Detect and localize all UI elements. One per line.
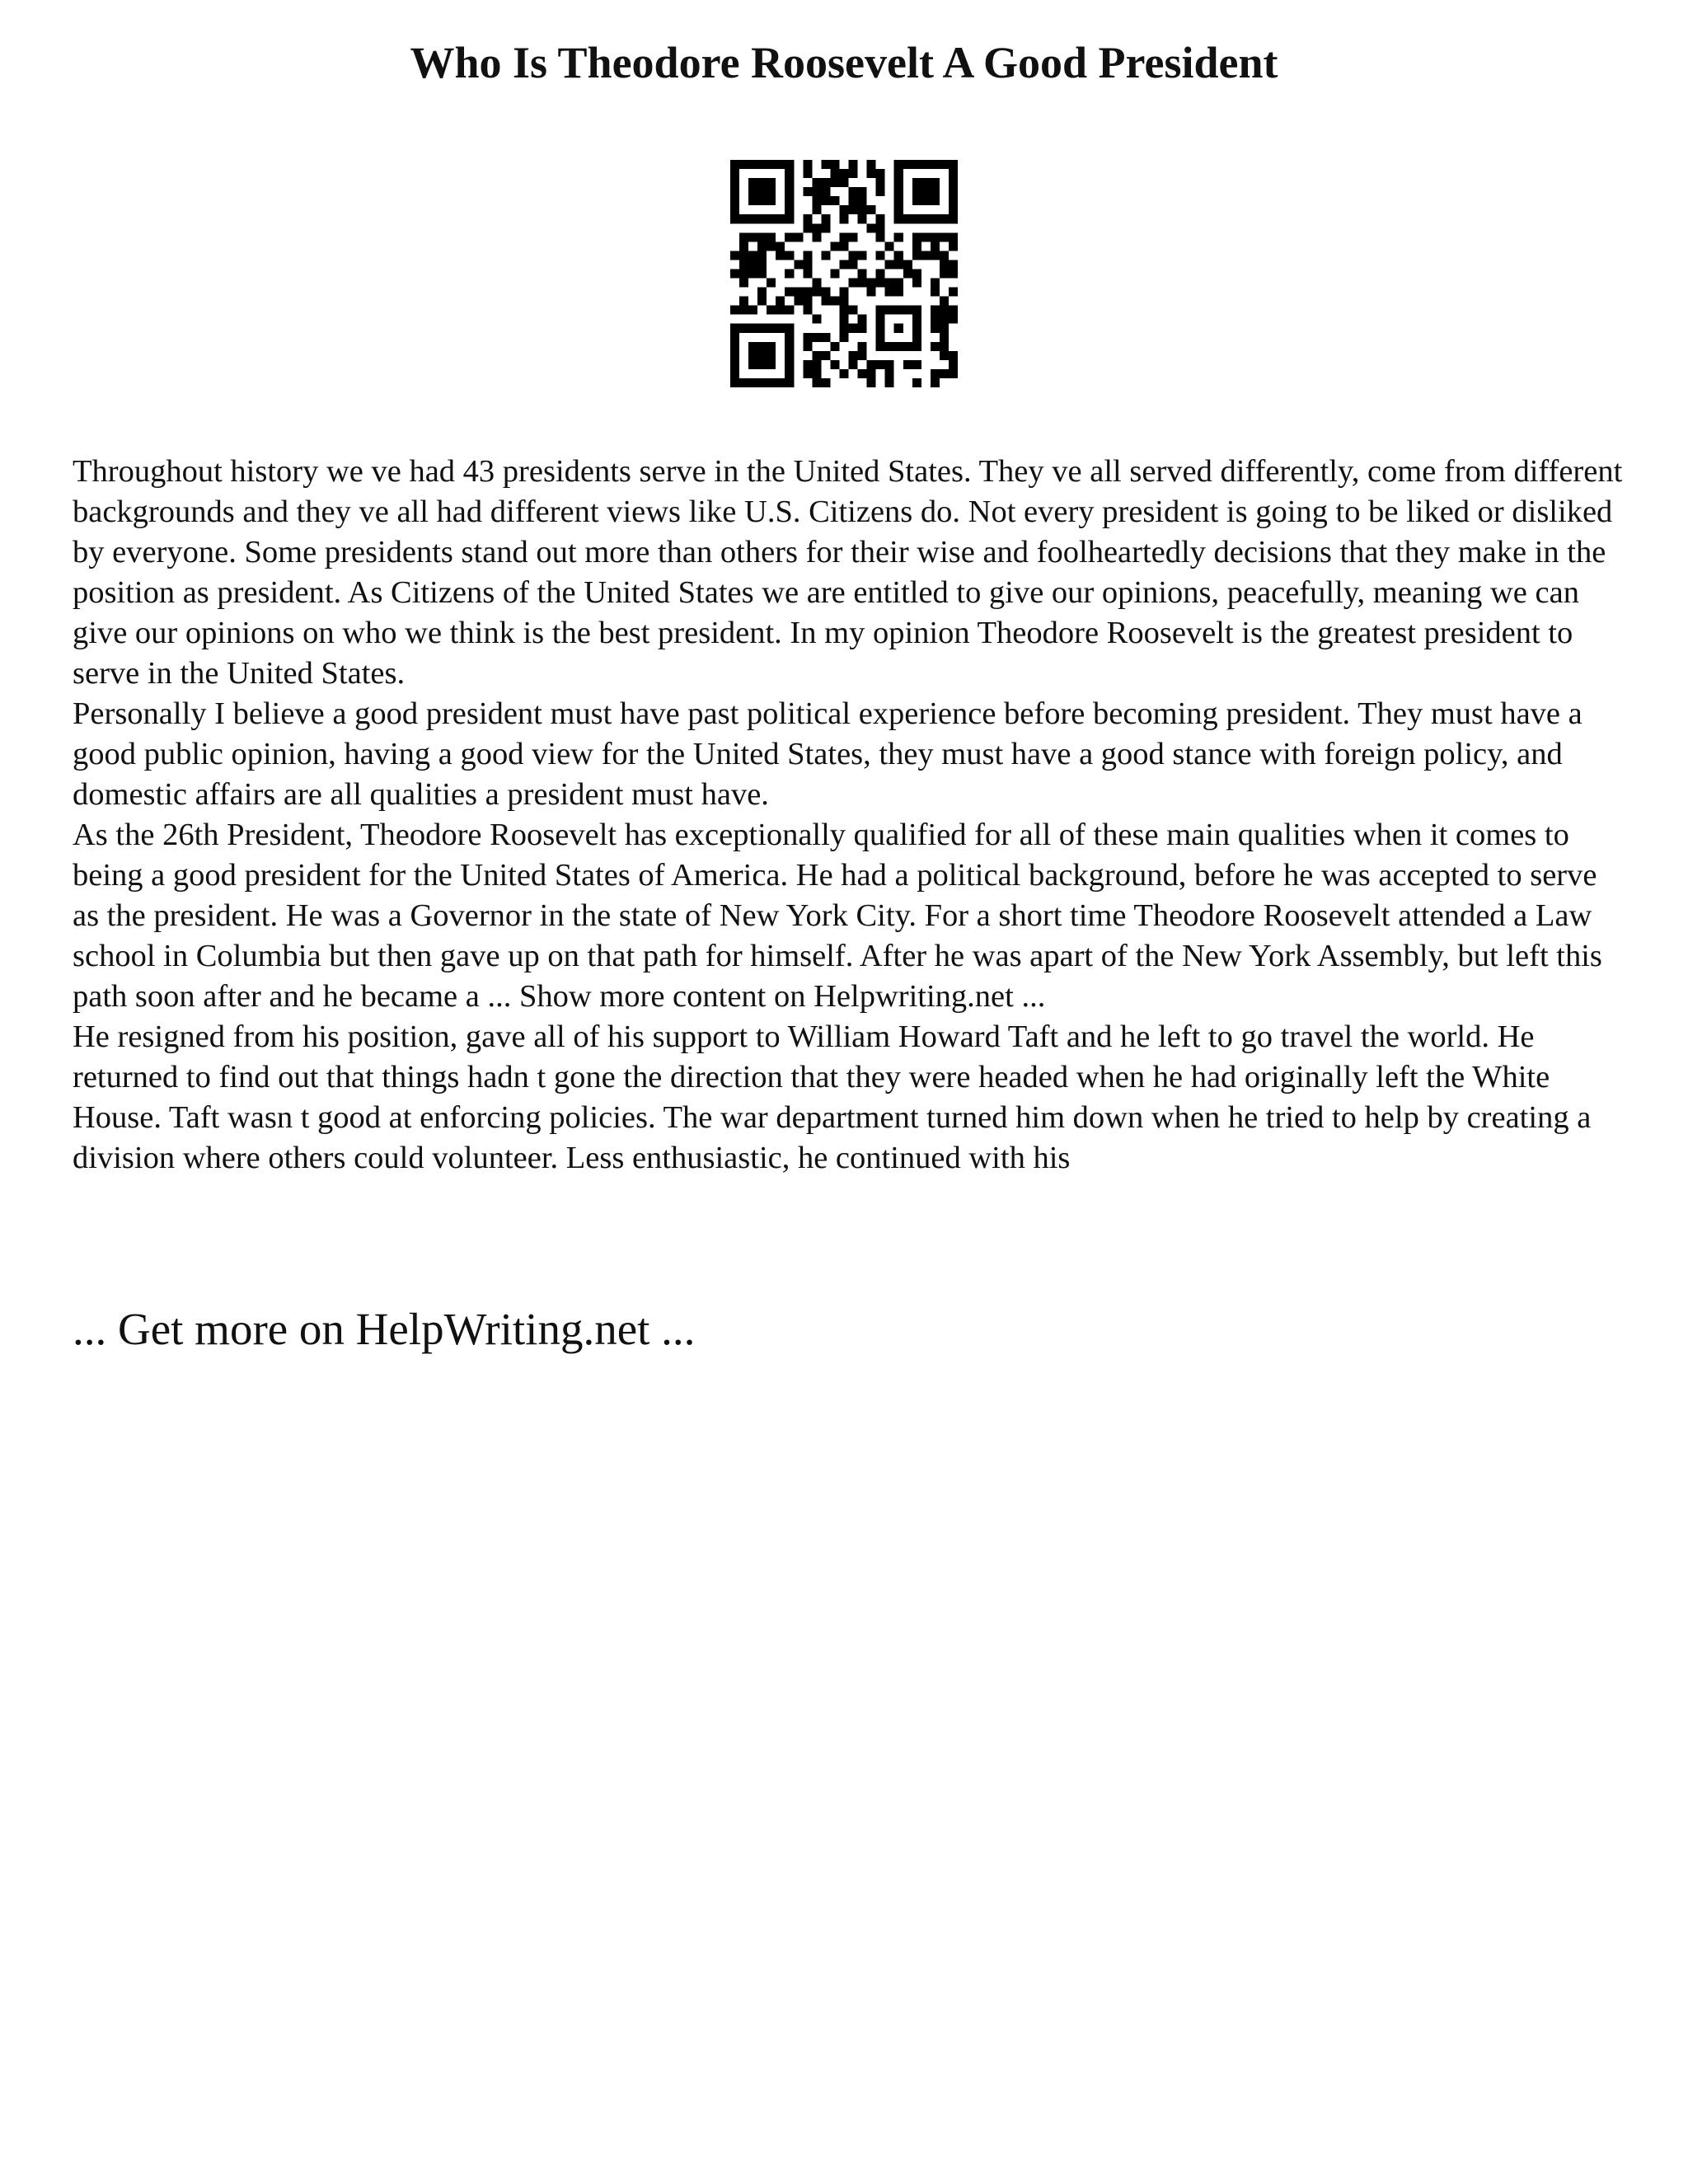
- qr-code-icon: [730, 160, 958, 387]
- document-title: Who Is Theodore Roosevelt A Good President: [410, 38, 1278, 87]
- paragraph-later-years: He resigned from his position, gave all of his support to William Howard Taft and he left to go travel the world. He returned to find out that things hadn t gone the direction that they were headed when he had originally left the White House. Taft wasn t good at enforcing policies. The war department turned him down when he tried to help by creating a division where others could volunteer. Less enthusiastic, he continued with his: [73, 1019, 1592, 1175]
- paragraph-background: As the 26th President, Theodore Roosevelt has exceptionally qualified for all of these main qualities when it comes to being a good president for the United States of America. He had a political background, before he was accepted to serve as the president. He was a Governor in the state of New York City. For a short time Theodore Roosevelt attended a Law school in Columbia but then gave up on that path for himself. After he was apart of the New York Assembly, but left this path soon after and he became a ... Show more content on Helpwriting.net ...: [73, 818, 1602, 1014]
- get-more-link[interactable]: ... Get more on HelpWriting.net ...: [73, 1304, 696, 1354]
- document-body: [73, 452, 1630, 1179]
- paragraph-qualities: Personally I believe a good president must have past political experience before becoming president. They must have a good public opinion, having a good view for the United States, they must have a good stance with foreign policy, and domestic affairs are all qualities a president must have.: [73, 696, 1582, 812]
- paragraph-intro: Throughout history we ve had 43 presidents serve in the United States. They ve all served differently, come from different backgrounds and they ve all had different views like U.S. Citizens do. Not every president is going to be liked or disliked by everyone. Some presidents stand out more than others for their wise and foolheartedly decisions that they make in the position as president. As Citizens of the United States we are entitled to give our opinions, peacefully, meaning we can give our opinions on who we think is the best president. In my opinion Theodore Roosevelt is the greatest president to serve in the United States.: [73, 454, 1623, 691]
